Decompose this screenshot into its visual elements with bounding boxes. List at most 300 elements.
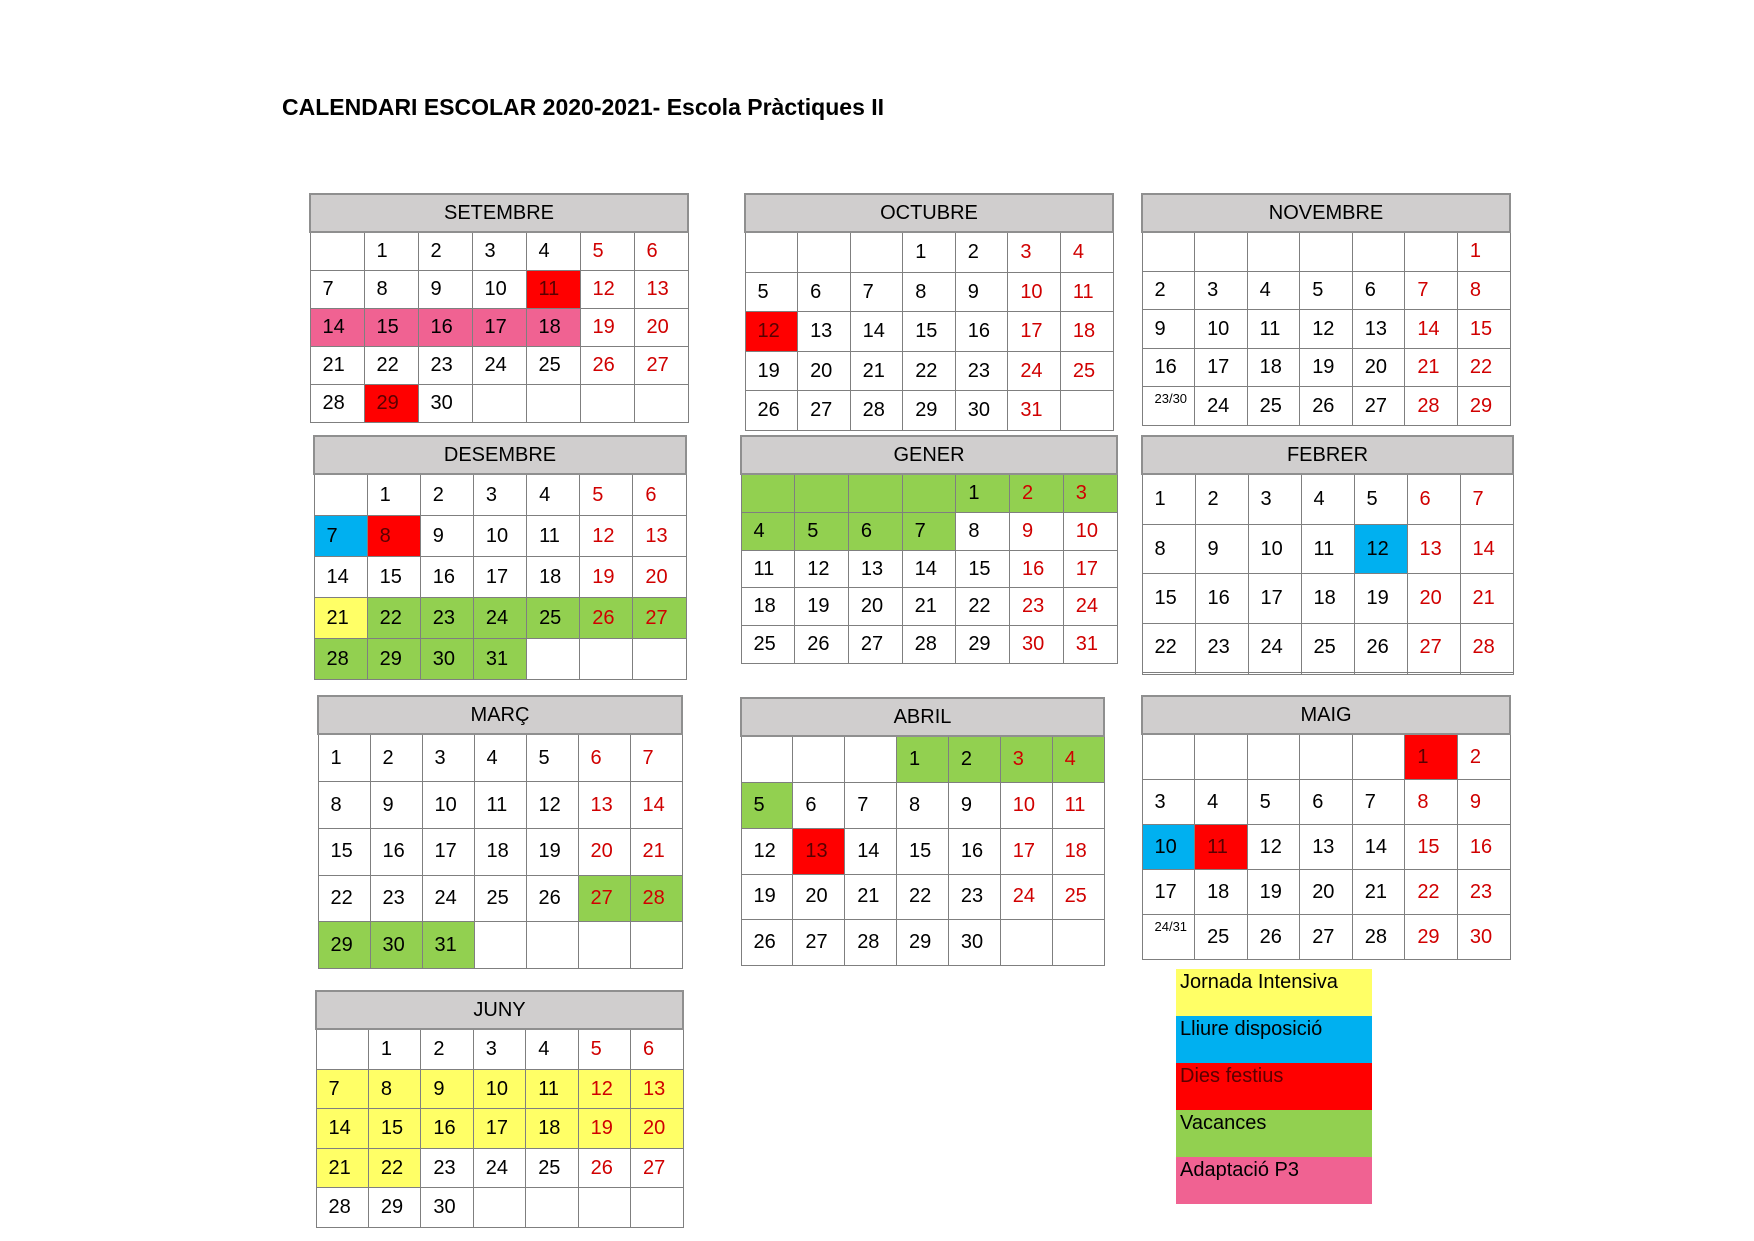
month-table <box>317 695 683 969</box>
day-cell: 1 <box>1457 232 1510 271</box>
day-cell: 31 <box>422 922 474 969</box>
day-cell: 13 <box>1407 524 1460 573</box>
day-cell: 12 <box>580 516 633 557</box>
month-table <box>309 193 689 423</box>
day-cell: 17 <box>472 309 526 347</box>
day-cell: 21 <box>1352 870 1405 915</box>
day-cell: 26 <box>1247 915 1300 960</box>
month-header: MARÇ <box>318 696 682 734</box>
day-cell: 29 <box>318 922 370 969</box>
day-cell: 6 <box>631 1029 683 1069</box>
day-cell: 10 <box>1142 825 1195 870</box>
day-cell: 25 <box>741 626 795 664</box>
day-cell <box>314 474 367 516</box>
day-cell: 26 <box>526 875 578 922</box>
day-cell: 16 <box>1457 825 1510 870</box>
week-row <box>741 736 1104 783</box>
week-row <box>316 1109 683 1149</box>
week-row <box>745 232 1113 272</box>
day-cell: 18 <box>526 309 580 347</box>
day-cell: 29 <box>368 1188 420 1228</box>
month-table <box>313 435 687 680</box>
day-cell <box>902 474 956 513</box>
week-row <box>316 1188 683 1228</box>
day-cell: 18 <box>1301 574 1354 623</box>
day-cell: 15 <box>956 550 1010 588</box>
day-cell: 15 <box>318 828 370 875</box>
day-cell <box>1405 232 1458 271</box>
day-cell: 24 <box>472 347 526 385</box>
day-cell: 10 <box>1008 272 1061 312</box>
day-cell: 6 <box>1352 271 1405 310</box>
week-row <box>314 639 686 680</box>
day-cell: 10 <box>473 1069 525 1109</box>
day-cell: 1 <box>318 734 370 782</box>
week-row <box>318 828 682 875</box>
week-row <box>741 474 1117 513</box>
day-cell: 1 <box>903 232 956 272</box>
day-cell <box>634 385 688 423</box>
week-row <box>1142 623 1513 672</box>
day-cell: 18 <box>1052 828 1104 874</box>
month-table <box>315 990 684 1228</box>
day-cell: 3 <box>1008 232 1061 272</box>
day-cell: 22 <box>367 598 420 639</box>
day-cell: 27 <box>634 347 688 385</box>
day-cell <box>473 1188 525 1228</box>
day-cell: 17 <box>1195 348 1248 387</box>
day-cell: 20 <box>1352 348 1405 387</box>
month-table <box>1141 193 1511 426</box>
week-row <box>741 783 1104 829</box>
day-cell: 26 <box>580 598 633 639</box>
day-cell: 24 <box>1063 588 1117 626</box>
day-cell: 11 <box>526 1069 578 1109</box>
week-row <box>1142 734 1510 780</box>
day-cell: 16 <box>955 312 1008 352</box>
day-cell <box>1195 734 1248 780</box>
legend-label: Adaptació P3 <box>1180 1159 1299 1181</box>
day-cell: 6 <box>1407 474 1460 524</box>
day-cell: 4 <box>527 474 580 516</box>
day-cell: 4 <box>1060 232 1113 272</box>
day-cell: 7 <box>845 783 897 829</box>
month-header: FEBRER <box>1142 436 1513 474</box>
day-cell: 20 <box>633 557 686 598</box>
day-cell: 23 <box>420 598 473 639</box>
week-row <box>741 920 1104 966</box>
day-cell: 1 <box>1405 734 1458 780</box>
day-cell: 2 <box>955 232 1008 272</box>
day-cell: 6 <box>633 474 686 516</box>
day-cell: 14 <box>310 309 364 347</box>
day-cell: 5 <box>1354 474 1407 524</box>
day-cell: 12 <box>745 312 798 352</box>
day-cell: 15 <box>1142 574 1195 623</box>
week-row <box>745 272 1113 312</box>
day-cell <box>798 232 851 272</box>
week-row <box>318 922 682 969</box>
day-cell: 2 <box>1195 474 1248 524</box>
day-cell: 22 <box>364 347 418 385</box>
day-cell: 24 <box>1000 874 1052 920</box>
day-cell: 5 <box>578 1029 630 1069</box>
day-cell <box>316 1029 368 1069</box>
day-cell: 30 <box>370 922 422 969</box>
day-cell <box>1354 672 1407 674</box>
day-cell: 28 <box>1460 623 1513 672</box>
day-cell: 11 <box>1060 272 1113 312</box>
day-cell: 3 <box>1248 474 1301 524</box>
day-cell: 23 <box>955 351 1008 391</box>
day-cell <box>850 232 903 272</box>
day-cell: 4 <box>1247 271 1300 310</box>
week-row <box>318 782 682 829</box>
day-cell: 10 <box>472 271 526 309</box>
day-cell: 30 <box>955 391 1008 431</box>
day-cell: 21 <box>630 828 682 875</box>
day-cell: 14 <box>314 557 367 598</box>
page-title: CALENDARI ESCOLAR 2020-2021- Escola Pràctiques II <box>282 94 885 120</box>
week-row <box>1142 825 1510 870</box>
day-cell: 9 <box>420 516 473 557</box>
day-cell: 23 <box>1010 588 1064 626</box>
day-cell <box>474 922 526 969</box>
day-cell: 15 <box>897 828 949 874</box>
week-row <box>318 734 682 782</box>
day-cell: 26 <box>1354 623 1407 672</box>
day-cell: 2 <box>420 474 473 516</box>
legend <box>1176 969 1372 1204</box>
day-cell <box>1300 232 1353 271</box>
day-cell: 26 <box>741 920 793 966</box>
day-cell: 7 <box>1460 474 1513 524</box>
day-cell: 1 <box>364 232 418 271</box>
day-cell: 4 <box>1301 474 1354 524</box>
day-cell: 11 <box>526 271 580 309</box>
week-row <box>310 232 688 271</box>
legend-label: Dies festius <box>1180 1065 1284 1087</box>
day-cell: 10 <box>1195 310 1248 349</box>
day-cell <box>1460 672 1513 674</box>
day-cell: 5 <box>795 513 849 551</box>
month-novembre <box>1141 193 1511 426</box>
day-cell: 23 <box>1195 623 1248 672</box>
day-cell: 29 <box>903 391 956 431</box>
day-cell: 27 <box>1352 387 1405 426</box>
day-cell: 4 <box>1195 780 1248 825</box>
day-cell: 18 <box>1060 312 1113 352</box>
day-cell: 17 <box>1248 574 1301 623</box>
day-cell: 12 <box>741 828 793 874</box>
day-cell <box>527 639 580 680</box>
day-cell: 9 <box>1142 310 1195 349</box>
day-cell: 14 <box>845 828 897 874</box>
day-cell: 4 <box>526 1029 578 1069</box>
day-cell: 2 <box>418 232 472 271</box>
day-cell <box>526 385 580 423</box>
day-cell: 15 <box>1457 310 1510 349</box>
day-cell: 19 <box>1300 348 1353 387</box>
day-cell: 2 <box>1457 734 1510 780</box>
month-table <box>744 193 1114 431</box>
day-cell: 10 <box>1063 513 1117 551</box>
day-cell: 21 <box>845 874 897 920</box>
day-cell: 19 <box>745 351 798 391</box>
day-cell <box>1142 734 1195 780</box>
week-row <box>310 347 688 385</box>
day-cell: 30 <box>1010 626 1064 664</box>
day-cell: 31 <box>1008 391 1061 431</box>
day-cell: 16 <box>1010 550 1064 588</box>
day-cell: 15 <box>367 557 420 598</box>
week-row <box>741 550 1117 588</box>
day-cell <box>578 1188 630 1228</box>
day-cell: 25 <box>1052 874 1104 920</box>
week-row <box>318 875 682 922</box>
day-cell: 22 <box>368 1148 420 1188</box>
day-cell: 11 <box>1195 825 1248 870</box>
day-cell: 5 <box>741 783 793 829</box>
day-cell: 13 <box>634 271 688 309</box>
day-cell: 30 <box>420 639 473 680</box>
day-cell: 25 <box>1301 623 1354 672</box>
day-cell: 6 <box>848 513 902 551</box>
week-row <box>745 351 1113 391</box>
month-header: JUNY <box>316 991 683 1029</box>
day-cell: 7 <box>314 516 367 557</box>
day-cell: 31 <box>1063 626 1117 664</box>
day-cell: 5 <box>1247 780 1300 825</box>
day-cell: 28 <box>314 639 367 680</box>
day-cell: 26 <box>795 626 849 664</box>
week-row <box>310 385 688 423</box>
day-cell <box>526 1188 578 1228</box>
day-cell: 25 <box>1247 387 1300 426</box>
day-cell: 10 <box>1000 783 1052 829</box>
day-cell: 18 <box>1195 870 1248 915</box>
day-cell: 25 <box>527 598 580 639</box>
day-cell: 18 <box>474 828 526 875</box>
day-cell: 9 <box>948 783 1000 829</box>
day-cell: 14 <box>1460 524 1513 573</box>
day-cell: 24 <box>1008 351 1061 391</box>
day-cell: 12 <box>1354 524 1407 573</box>
day-cell: 19 <box>580 557 633 598</box>
day-cell: 13 <box>578 782 630 829</box>
week-row <box>1142 915 1510 960</box>
day-cell: 23 <box>418 347 472 385</box>
day-cell: 6 <box>798 272 851 312</box>
month-header: MAIG <box>1142 696 1510 734</box>
month-header: SETEMBRE <box>310 194 688 232</box>
day-cell <box>848 474 902 513</box>
day-cell: 19 <box>795 588 849 626</box>
day-cell: 17 <box>422 828 474 875</box>
day-cell: 2 <box>370 734 422 782</box>
day-cell <box>580 639 633 680</box>
day-cell: 27 <box>793 920 845 966</box>
week-row <box>1142 672 1513 674</box>
day-cell: 22 <box>1142 623 1195 672</box>
day-cell: 21 <box>1460 574 1513 623</box>
week-row <box>314 474 686 516</box>
day-cell: 8 <box>1457 271 1510 310</box>
day-cell: 27 <box>633 598 686 639</box>
day-cell: 29 <box>956 626 1010 664</box>
day-cell: 9 <box>955 272 1008 312</box>
day-cell: 24/31 <box>1142 915 1195 960</box>
month-header: OCTUBRE <box>745 194 1113 232</box>
day-cell <box>1300 734 1353 780</box>
day-cell: 15 <box>364 309 418 347</box>
day-cell: 28 <box>630 875 682 922</box>
day-cell: 22 <box>897 874 949 920</box>
week-row <box>316 1069 683 1109</box>
day-cell: 27 <box>798 391 851 431</box>
day-cell <box>1247 232 1300 271</box>
day-cell: 16 <box>421 1109 473 1149</box>
day-cell: 20 <box>848 588 902 626</box>
day-cell: 6 <box>1300 780 1353 825</box>
day-cell: 13 <box>798 312 851 352</box>
day-cell: 6 <box>578 734 630 782</box>
day-cell: 20 <box>1407 574 1460 623</box>
day-cell: 21 <box>314 598 367 639</box>
day-cell <box>845 736 897 783</box>
day-cell: 23 <box>370 875 422 922</box>
day-cell: 3 <box>1195 271 1248 310</box>
week-row <box>310 309 688 347</box>
day-cell: 22 <box>1457 348 1510 387</box>
day-cell: 30 <box>948 920 1000 966</box>
day-cell <box>310 232 364 271</box>
day-cell <box>1142 232 1195 271</box>
day-cell: 12 <box>1247 825 1300 870</box>
day-cell <box>1000 920 1052 966</box>
day-cell: 25 <box>526 1148 578 1188</box>
day-cell: 15 <box>1405 825 1458 870</box>
day-cell: 21 <box>902 588 956 626</box>
day-cell: 26 <box>745 391 798 431</box>
day-cell: 22 <box>318 875 370 922</box>
day-cell: 8 <box>364 271 418 309</box>
week-row <box>741 874 1104 920</box>
day-cell: 21 <box>310 347 364 385</box>
day-cell: 26 <box>578 1148 630 1188</box>
day-cell: 6 <box>634 232 688 271</box>
week-row <box>745 312 1113 352</box>
month-desembre <box>313 435 687 680</box>
day-cell <box>741 736 793 783</box>
day-cell: 21 <box>316 1148 368 1188</box>
week-row <box>1142 271 1510 310</box>
week-row <box>1142 348 1510 387</box>
day-cell <box>745 232 798 272</box>
day-cell: 28 <box>1405 387 1458 426</box>
day-cell <box>578 922 630 969</box>
week-row <box>745 391 1113 431</box>
day-cell: 2 <box>948 736 1000 783</box>
day-cell: 14 <box>850 312 903 352</box>
day-cell <box>631 1188 683 1228</box>
day-cell: 29 <box>1457 387 1510 426</box>
day-cell: 7 <box>1405 271 1458 310</box>
week-row <box>310 271 688 309</box>
day-cell: 5 <box>1300 271 1353 310</box>
day-cell <box>633 639 686 680</box>
day-cell: 27 <box>1407 623 1460 672</box>
day-cell: 17 <box>1063 550 1117 588</box>
day-cell: 7 <box>1352 780 1405 825</box>
week-row <box>314 598 686 639</box>
day-cell: 24 <box>473 1148 525 1188</box>
day-cell: 23 <box>1457 870 1510 915</box>
day-cell: 4 <box>741 513 795 551</box>
day-cell: 18 <box>526 1109 578 1149</box>
day-cell: 18 <box>741 588 795 626</box>
day-cell: 19 <box>578 1109 630 1149</box>
month-table <box>1141 435 1514 675</box>
month-header: ABRIL <box>741 698 1104 736</box>
day-cell <box>793 736 845 783</box>
day-cell: 20 <box>798 351 851 391</box>
day-cell: 1 <box>956 474 1010 513</box>
legend-item <box>1176 1157 1372 1204</box>
day-cell: 26 <box>580 347 634 385</box>
day-cell: 29 <box>897 920 949 966</box>
day-cell: 14 <box>1352 825 1405 870</box>
day-cell: 25 <box>1195 915 1248 960</box>
day-cell: 16 <box>1195 574 1248 623</box>
month-table <box>1141 695 1511 960</box>
day-cell: 19 <box>1354 574 1407 623</box>
day-cell <box>630 922 682 969</box>
day-cell: 11 <box>474 782 526 829</box>
day-cell: 3 <box>1142 780 1195 825</box>
day-cell <box>1142 672 1195 674</box>
day-cell: 16 <box>418 309 472 347</box>
week-row <box>316 1029 683 1069</box>
week-row <box>1142 574 1513 623</box>
day-cell: 10 <box>1248 524 1301 573</box>
day-cell: 9 <box>1457 780 1510 825</box>
day-cell: 11 <box>527 516 580 557</box>
day-cell: 13 <box>793 828 845 874</box>
day-cell: 31 <box>473 639 526 680</box>
day-cell: 3 <box>473 1029 525 1069</box>
day-cell: 8 <box>897 783 949 829</box>
day-cell: 28 <box>845 920 897 966</box>
day-cell: 13 <box>633 516 686 557</box>
month-febrer <box>1141 435 1514 675</box>
day-cell <box>1060 391 1113 431</box>
legend-label: Lliure disposició <box>1180 1018 1323 1040</box>
day-cell: 8 <box>1405 780 1458 825</box>
week-row <box>1142 524 1513 573</box>
day-cell: 2 <box>421 1029 473 1069</box>
day-cell: 10 <box>422 782 474 829</box>
day-cell: 8 <box>318 782 370 829</box>
day-cell: 23 <box>948 874 1000 920</box>
day-cell <box>1407 672 1460 674</box>
week-row <box>1142 474 1513 524</box>
week-row <box>741 828 1104 874</box>
day-cell: 25 <box>526 347 580 385</box>
day-cell: 9 <box>418 271 472 309</box>
month-abril <box>740 697 1105 966</box>
day-cell <box>1247 734 1300 780</box>
